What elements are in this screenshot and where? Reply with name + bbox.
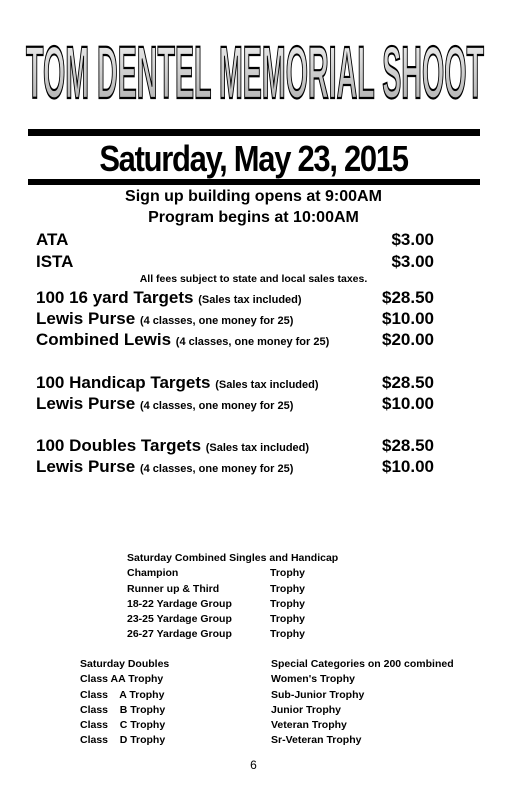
date-divider bbox=[28, 179, 480, 185]
fee-row-lewis-doubles: Lewis Purse (4 classes, one money for 25) $10.00 bbox=[36, 457, 434, 476]
fee-price: $10.00 bbox=[382, 394, 434, 413]
page-number: 6 bbox=[250, 758, 257, 772]
fee-row-lewis-handicap: Lewis Purse (4 classes, one money for 25) $10.00 bbox=[36, 394, 434, 413]
fee-row-doubles: 100 Doubles Targets (Sales tax included) $28.50 bbox=[36, 436, 434, 455]
award-row: Runner up & Third Trophy bbox=[127, 582, 306, 595]
top-divider bbox=[28, 129, 480, 136]
combined-awards bbox=[127, 551, 338, 643]
fee-price: $28.50 bbox=[382, 288, 434, 307]
award-row: 23-25 Yardage Group Trophy bbox=[127, 613, 306, 626]
program-time: Program begins at 10:00AM bbox=[148, 209, 359, 226]
doubles-awards bbox=[80, 657, 454, 749]
fee-price: $3.00 bbox=[391, 252, 434, 271]
doubles-awards-heading: Saturday Doubles Special Categories on 200 combined bbox=[80, 658, 454, 670]
fee-row-ista: ISTA $3.00 bbox=[36, 252, 434, 271]
fee-price: $10.00 bbox=[382, 457, 434, 476]
fee-row-handicap: 100 Handicap Targets (Sales tax included) $28.50 bbox=[36, 373, 434, 392]
award-row: Class AA Trophy Women's Trophy bbox=[80, 673, 355, 686]
combined-awards-heading: Saturday Combined Singles and Handicap bbox=[127, 552, 339, 564]
fee-row-16yard: 100 16 yard Targets (Sales tax included) $28.50 bbox=[36, 288, 434, 307]
event-date: Saturday, May 23, 2015 bbox=[99, 138, 408, 179]
fee-price: $28.50 bbox=[382, 373, 434, 392]
fee-price: $10.00 bbox=[382, 309, 434, 328]
event-title-text: TOM DENTEL MEMORIAL SHOOT bbox=[26, 31, 484, 114]
award-row: Class C Trophy Veteran Trophy bbox=[80, 719, 347, 732]
award-row: Class B Trophy Junior Trophy bbox=[80, 703, 342, 716]
fee-price: $3.00 bbox=[391, 230, 434, 249]
award-row: 18-22 Yardage Group Trophy bbox=[127, 597, 306, 610]
award-row: 26-27 Yardage Group Trophy bbox=[127, 628, 306, 641]
fee-row-lewis-singles: Lewis Purse (4 classes, one money for 25) $10.00 bbox=[36, 309, 434, 328]
tax-note: All fees subject to state and local sales taxes. bbox=[139, 273, 368, 285]
fee-price: $20.00 bbox=[382, 330, 434, 349]
event-title bbox=[22, 18, 488, 128]
signup-time: Sign up building opens at 9:00AM bbox=[125, 188, 382, 205]
award-row: Class D Trophy Sr-Veteran Trophy bbox=[80, 734, 362, 747]
fee-price: $28.50 bbox=[382, 436, 434, 455]
fee-row-combined-lewis: Combined Lewis (4 classes, one money for 25) $20.00 bbox=[36, 330, 434, 349]
award-row: Class A Trophy Sub-Junior Trophy bbox=[80, 688, 365, 701]
fee-row-ata: ATA $3.00 bbox=[36, 230, 434, 249]
award-row: Champion Trophy bbox=[127, 567, 306, 580]
